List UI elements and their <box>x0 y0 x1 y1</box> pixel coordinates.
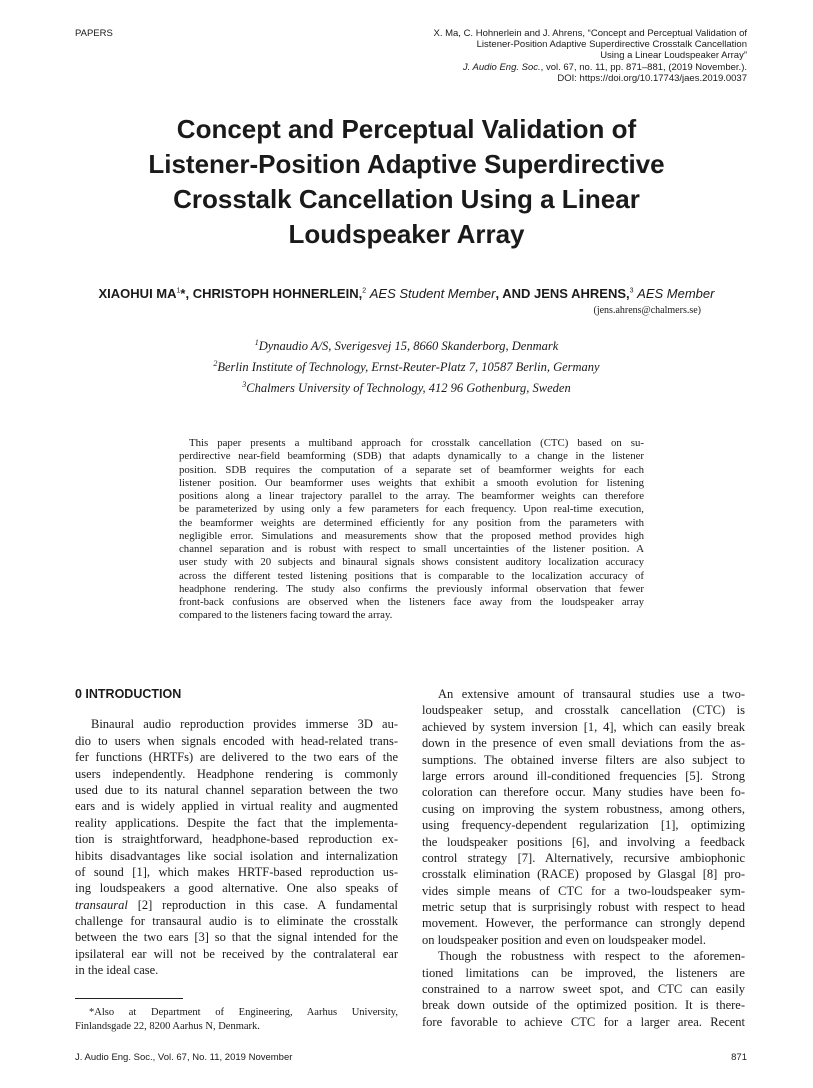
body-line: vides simple means of CTC for a two-loudspeaker sym- <box>422 883 745 898</box>
affiliation-item <box>60 376 753 397</box>
affiliations <box>60 334 753 397</box>
body-line: down in the presence of even small deviations from the as- <box>422 736 745 751</box>
body-line: dio to users when signals encoded with head-related trans- <box>75 733 398 748</box>
affiliation-text: Berlin Institute of Technology, Ernst-Reuter-Platz 7, 10587 Berlin, Germany <box>217 360 600 375</box>
abstract-line: across the different tested listening positions that is comparable to the localization accuracy of <box>179 569 644 582</box>
citation-line: Listener-Position Adaptive Superdirective Crosstalk Cancellation <box>476 39 747 51</box>
body-line: used due to its natural channel separation between the two <box>75 782 398 797</box>
body-line: movement. However, the performance can strongly depend <box>422 916 745 931</box>
body-line: tioned limitations can be improved, the listeners are <box>422 965 745 980</box>
abstract-line: headphone rendering. The study also confirms the previously informal observation that fewer <box>179 582 644 595</box>
author-2: CHRISTOPH HOHNERLEIN, <box>192 286 363 301</box>
affiliation-num: 1 <box>254 338 259 347</box>
footer-journal: J. Audio Eng. Soc., Vol. 67, No. 11, 2019 November <box>75 1052 293 1063</box>
body-line: sumptions. The obtained inverse filters are also subject to <box>422 752 745 767</box>
body-line: metric setup that is surprisingly robust with respect to head <box>422 900 745 915</box>
section-heading: 0 INTRODUCTION <box>75 687 182 701</box>
citation-block <box>387 28 747 84</box>
abstract-line: compared to the listeners facing toward the array. <box>179 609 393 622</box>
title-line: Concept and Perceptual Validation of <box>176 114 637 144</box>
author-3-role: AES Member <box>637 286 715 301</box>
abstract-line: positions along a linear trajectory parallel to the array. The beamformer weights can therefore <box>179 490 644 502</box>
body-line: the loudspeaker positions [6], and involving a feedback <box>422 834 745 849</box>
abstract-line: position. SDB requires the computation of a separate set of beamformer weights for each <box>179 463 644 476</box>
body-line: An extensive amount of transaural studies use a two- <box>438 687 745 701</box>
doi-link[interactable]: DOI: https://doi.org/10.17743/jaes.2019.0037 <box>557 72 747 84</box>
body-line: large errors around ill-conditioned frequencies [5]. Strong <box>422 768 745 783</box>
body-line: fer functions (HRTFs) are delivered to the two ears of the <box>75 750 398 765</box>
author-list <box>60 286 753 301</box>
citation-line: X. Ma, C. Hohnerlein and J. Ahrens, “Concept and Perceptual Validation of <box>433 28 747 39</box>
body-line: hibits disadvantages like social isolation and internalization <box>75 848 398 863</box>
journal-details: , vol. 67, no. 11, pp. 871–881, (2019 November.). <box>540 61 747 73</box>
author-email[interactable]: (jens.ahrens@chalmers.se) <box>593 305 701 316</box>
journal-line <box>387 62 747 73</box>
citation-line: Using a Linear Loudspeaker Array” <box>600 50 747 62</box>
body-line: ipsilateral ear will not be received by the contralateral ear <box>75 946 398 961</box>
body-line: crosstalk elimination (RACE) proposed by Glasgal [8] pro- <box>422 867 745 882</box>
abstract-line: This paper presents a multiband approach for crosstalk cancellation (CTC) based on su- <box>189 437 644 449</box>
body-line: achieved by system inversion [1, 4], which can easily break <box>422 719 745 734</box>
title-line: Crosstalk Cancellation Using a Linear <box>173 184 640 214</box>
body-line: reality applications. Despite the fact that the implementa- <box>75 815 398 830</box>
section-label: PAPERS <box>75 28 113 39</box>
body-line: in the ideal case. <box>75 963 159 978</box>
affiliation-num: 2 <box>213 359 218 369</box>
body-line: challenge for transaural audio is to eliminate the crosstalk <box>75 914 398 929</box>
body-line-rest: [2] reproduction in this case. A fundamental <box>137 897 398 912</box>
abstract-line: listener position. Our beamformer uses weights that exhibit a smooth evolution for listening <box>179 476 644 489</box>
author-joiner: , AND <box>495 286 531 301</box>
abstract-line: the beamformer weights are determined efficiently for any position from the parameters with <box>179 516 644 529</box>
body-line: break down outside of the optimized position. It is there- <box>422 998 745 1013</box>
affiliation-item <box>60 334 753 355</box>
title-line: Listener-Position Adaptive Superdirective <box>148 149 665 179</box>
left-column <box>75 686 398 979</box>
body-line: fore favorable to achieve CTC for a larger area. Recent <box>422 1014 745 1029</box>
affiliation-text: Chalmers University of Technology, 412 96 Gothenburg, Sweden <box>246 381 571 396</box>
body-line <box>75 897 398 913</box>
author-3: JENS AHRENS, <box>534 286 630 301</box>
italic-term: transaural <box>75 897 128 912</box>
body-line: using frequency-dependent regularization [1], optimizing <box>422 818 745 833</box>
paper-title <box>60 112 753 252</box>
title-line: Loudspeaker Array <box>288 219 525 249</box>
author-1-mark: *, <box>180 286 190 301</box>
abstract-line: negligible error. Simulations and measurements show that the proposed method provides high <box>179 529 644 542</box>
affiliation-num: 3 <box>242 380 247 390</box>
abstract-line: perdirective near-field beamforming (SDB) that adapts dynamically to a change in the listener <box>179 450 644 463</box>
body-line: users independently. Headphone rendering is commonly <box>75 766 398 781</box>
body-line: on loudspeaker position and even on loudspeaker model. <box>422 932 706 947</box>
body-line: control strategy [7]. Alternatively, recursive ambiophonic <box>422 850 745 865</box>
body-line: ears and is widely applied in virtual reality and augmented <box>75 799 398 814</box>
body-line: cusing on improving the system robustness, among others, <box>422 801 745 816</box>
body-line: Though the robustness with respect to the aforemen- <box>438 949 745 964</box>
author-1-affil: 1 <box>176 287 181 295</box>
body-line: constrained to a narrow sweet spot, and CTC can easily <box>422 982 745 997</box>
body-line: of sound [1], which makes HRTF-based reproduction us- <box>75 864 398 879</box>
body-line: coloration can therefore occur. Many studies have been fo- <box>422 785 745 800</box>
abstract-line: be parameterized by using only a few parameters for each frequency. Upon real-time execution, <box>179 503 644 516</box>
abstract <box>179 437 644 623</box>
author-3-affil: 3 <box>629 287 634 295</box>
footnote-line: Finlandsgade 22, 8200 Aarhus N, Denmark. <box>75 1020 260 1032</box>
author-1: XIAOHUI MA <box>98 286 177 301</box>
right-column <box>422 686 745 1030</box>
author-2-affil: 2 <box>362 287 367 295</box>
footnote-rule <box>75 998 183 999</box>
body-line: Binaural audio reproduction provides immerse 3D au- <box>91 717 398 732</box>
body-line: between the two ears [3] so that the signal intended for the <box>75 930 398 945</box>
page-number: 871 <box>731 1052 747 1063</box>
abstract-line: user study with 20 subjects and binaural signals shows consistent auditory localization accuracy <box>179 556 644 569</box>
affiliation-text: Dynaudio A/S, Sverigesvej 15, 8660 Skanderborg, Denmark <box>258 339 559 354</box>
abstract-line: channel separation and is robust with respect to small uncertainties of the listener position. A <box>179 543 644 555</box>
author-2-role: AES Student Member <box>369 286 496 301</box>
body-line: tion is straightforward, headphone-based reproduction ex- <box>75 832 398 847</box>
footnote <box>75 1006 398 1033</box>
abstract-line: front-back confusions are observed when the listeners face away from the loudspeaker array <box>179 596 644 608</box>
body-line: loudspeaker setup, and crosstalk cancellation (CTC) is <box>422 703 745 718</box>
footnote-line: *Also at Department of Engineering, Aarhus University, <box>89 1007 398 1018</box>
affiliation-item <box>60 355 753 376</box>
journal-name: J. Audio Eng. Soc. <box>462 61 541 73</box>
body-line: ing loudspeakers a good alternative. One also speaks of <box>75 881 398 896</box>
